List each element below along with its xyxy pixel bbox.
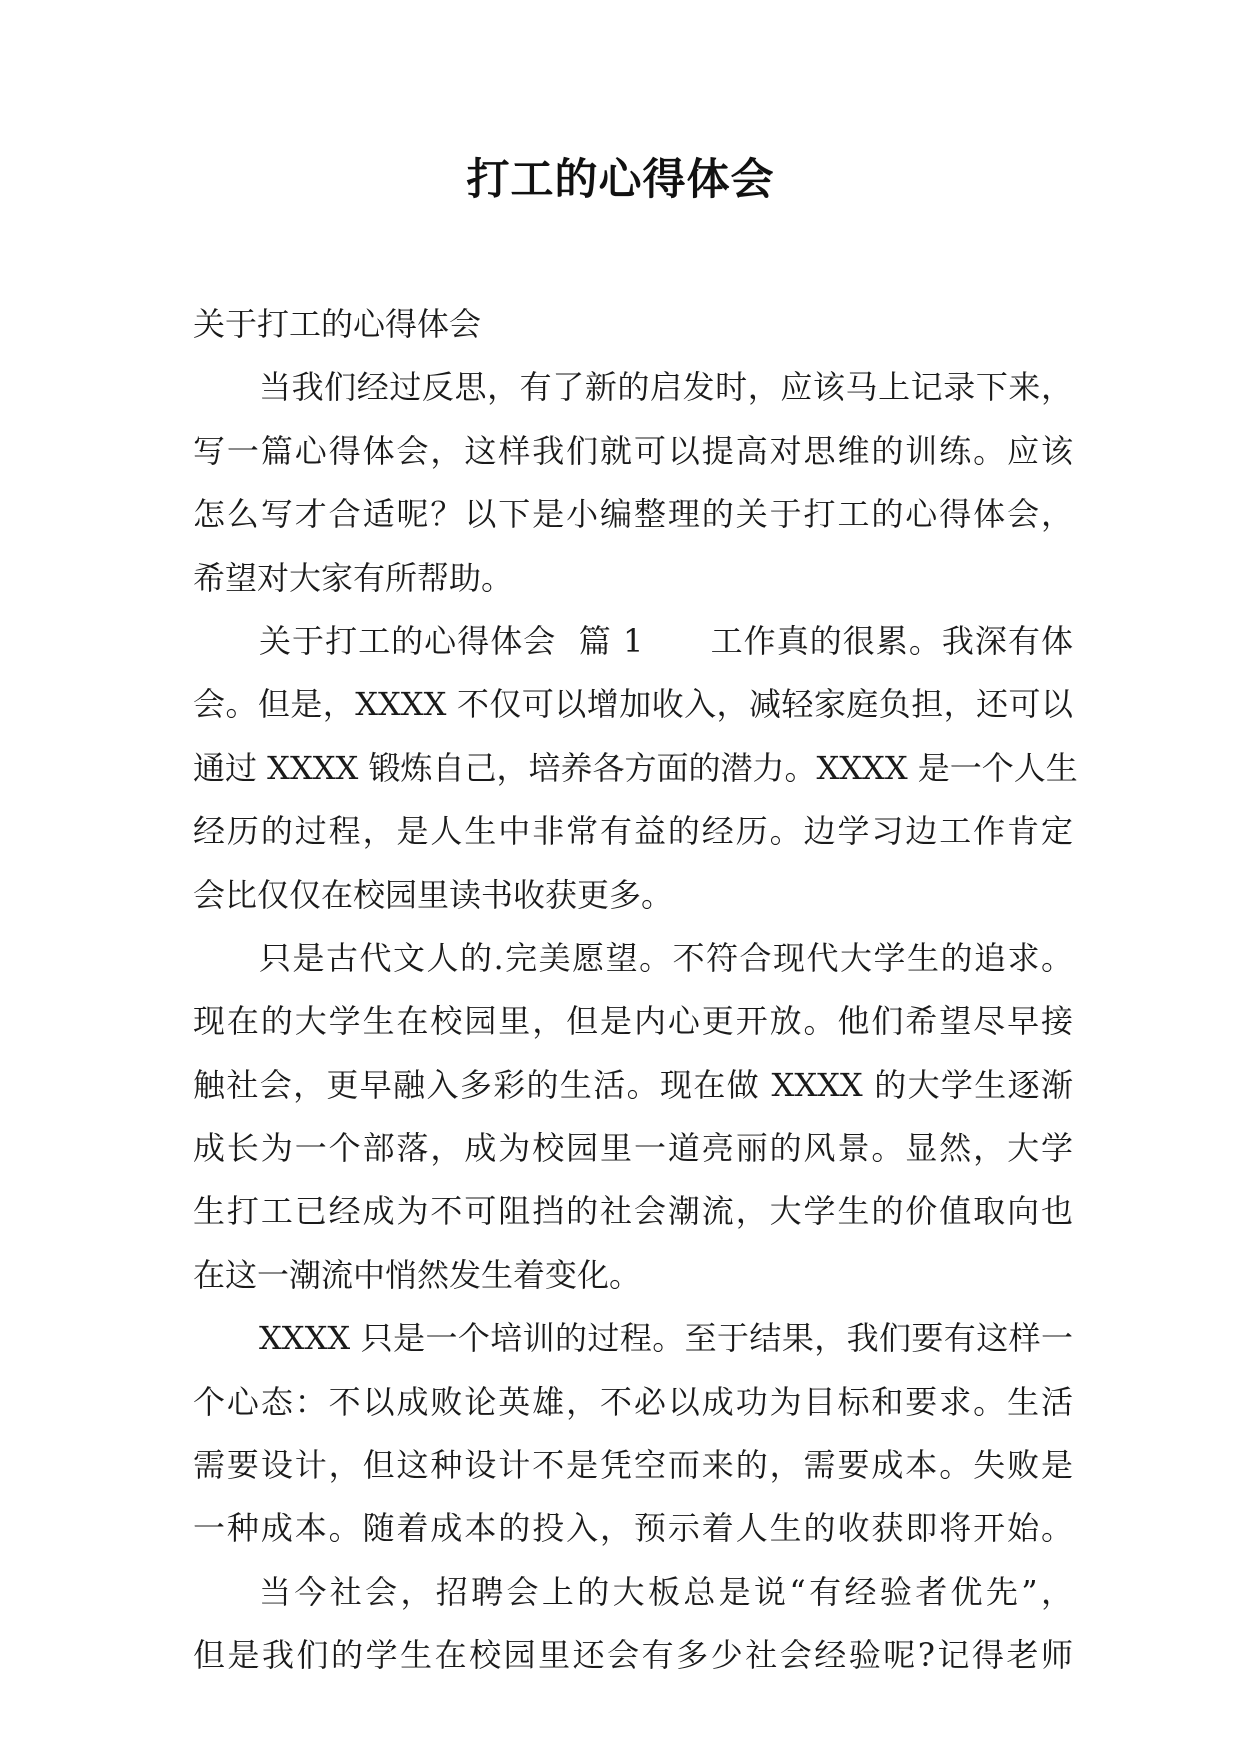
body-line: 触社会，更早融入多彩的生活。现在做 XXXX 的大学生逐渐: [193, 1065, 1073, 1104]
document-body: [193, 293, 1078, 1688]
body-line: 需要设计，但这种设计不是凭空而来的，需要成本。失败是: [193, 1446, 1073, 1485]
body-line: 生打工已经成为不可阻挡的社会潮流，大学生的价值取向也: [193, 1192, 1073, 1231]
body-line: XXXX 只是一个培训的过程。至于结果，我们要有这样一: [259, 1319, 1073, 1358]
body-line: 当我们经过反思，有了新的启发时，应该马上记录下来，: [259, 368, 1073, 407]
body-line: 一种成本。随着成本的投入，预示着人生的收获即将开始。: [193, 1509, 1073, 1548]
body-line: 只是古代文人的.完美愿望。不符合现代大学生的追求。: [259, 938, 1073, 977]
body-line: 通过 XXXX 锻炼自己，培养各方面的潜力。XXXX 是一个人生: [193, 748, 1078, 787]
document-title: 打工的心得体会: [466, 155, 775, 205]
body-line: 在这一潮流中悄然发生着变化。: [193, 1255, 642, 1294]
body-line: 当今社会，招聘会上的大板总是说“有经验者优先”，: [259, 1572, 1073, 1611]
body-line: 关于打工的心得体会 篇 1 工作真的很累。我深有体: [259, 621, 1073, 660]
body-line: 写一篇心得体会，这样我们就可以提高对思维的训练。应该: [193, 431, 1073, 470]
body-line: 怎么写才合适呢？以下是小编整理的关于打工的心得体会，: [193, 495, 1073, 534]
body-line: 个心态：不以成败论英雄，不必以成功为目标和要求。生活: [193, 1382, 1073, 1421]
body-line: 经历的过程，是人生中非常有益的经历。边学习边工作肯定: [193, 812, 1073, 851]
body-line: 关于打工的心得体会: [193, 305, 482, 343]
body-line: 成长为一个部落，成为校园里一道亮丽的风景。显然，大学: [193, 1129, 1073, 1168]
body-line: 但是我们的学生在校园里还会有多少社会经验呢?记得老师: [193, 1636, 1073, 1675]
body-line: 会。但是，XXXX 不仅可以增加收入，减轻家庭负担，还可以: [193, 685, 1073, 724]
body-line: 会比仅仅在校园里读书收获更多。: [193, 875, 674, 914]
body-line: 现在的大学生在校园里，但是内心更开放。他们希望尽早接: [193, 1002, 1073, 1041]
body-line: 希望对大家有所帮助。: [193, 558, 514, 597]
